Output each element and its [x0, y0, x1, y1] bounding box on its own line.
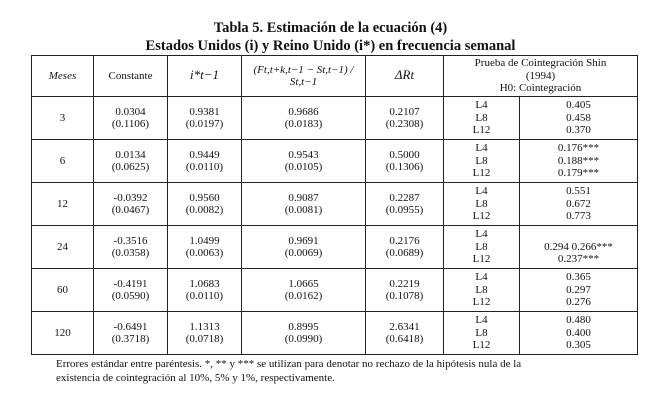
cell-shin-values: [520, 97, 638, 140]
cell-forward-spot: [242, 97, 366, 140]
table-row: [32, 312, 638, 355]
shin-value: 0.305: [566, 339, 591, 352]
shin-value: 0.179***: [557, 167, 600, 180]
cell-shin-values: [520, 183, 638, 226]
constante-se: (0.0625): [111, 161, 150, 173]
lag-label: L8: [475, 240, 488, 253]
shin-value: 0.405: [566, 99, 591, 112]
shin-value: 0.480: [566, 314, 591, 327]
cell-shin-values: [520, 140, 638, 183]
forward-spot-value: 0.8995: [288, 320, 319, 333]
forward-spot-value: 0.9686: [288, 105, 319, 118]
i-star-value: 1.0499: [189, 234, 220, 247]
cell-shin-values: [520, 226, 638, 269]
cell-meses: [32, 97, 94, 140]
i-star-se: (0.0718): [185, 333, 224, 345]
i-star-value: 1.0683: [189, 277, 220, 290]
delta-r-se: (0.0955): [385, 204, 424, 216]
constante-se: (0.1106): [111, 118, 150, 130]
cell-meses: [32, 312, 94, 355]
i-star-value: 0.9381: [189, 105, 220, 118]
cell-constante: [94, 97, 168, 140]
lag-label: L12: [472, 167, 491, 180]
header-i-star-formula: i*t−1: [190, 67, 219, 83]
i-star-se: (0.0082): [185, 204, 224, 216]
meses-value: 24: [57, 240, 68, 253]
header-shin-line1: Prueba de Cointegración Shin: [474, 57, 607, 70]
lag-label: L4: [475, 228, 488, 241]
delta-r-se: (0.6418): [385, 333, 424, 345]
cell-meses: [32, 140, 94, 183]
forward-spot-value: 0.9543: [288, 148, 319, 161]
lag-label: L4: [475, 185, 488, 198]
header-shin-line3: H0: Cointegración: [499, 82, 582, 95]
lag-label: L4: [475, 142, 488, 155]
cell-delta-r: [366, 97, 444, 140]
footnote-line-2: existencia de cointegración al 10%, 5% y 1%, respectivamente.: [56, 372, 335, 384]
header-forward-spot-formula: (Ft,t+k,t−1 − St,t−1) / St,t−1: [253, 63, 354, 88]
cell-constante: [94, 226, 168, 269]
shin-value: 0.773: [566, 210, 591, 223]
i-star-se: (0.0063): [185, 247, 224, 259]
cell-i-star: [168, 183, 242, 226]
forward-spot-se: (0.0162): [284, 290, 323, 302]
i-star-value: 0.9560: [189, 191, 220, 204]
forward-spot-se: (0.0183): [284, 118, 323, 130]
constante-value: -0.3516: [113, 234, 148, 247]
cell-meses: [32, 269, 94, 312]
results-table: [31, 55, 638, 355]
delta-r-se: (0.0689): [385, 247, 424, 259]
constante-value: -0.0392: [113, 191, 148, 204]
cell-i-star: [168, 312, 242, 355]
header-shin-line2: (1994): [525, 69, 556, 82]
i-star-value: 1.1313: [189, 320, 220, 333]
i-star-se: (0.0110): [185, 290, 224, 302]
lag-label: L12: [472, 210, 491, 223]
delta-r-value: 2.6341: [389, 320, 420, 333]
cell-forward-spot: [242, 269, 366, 312]
cell-delta-r: [366, 312, 444, 355]
forward-spot-se: (0.0081): [284, 204, 323, 216]
cell-i-star: [168, 97, 242, 140]
meses-value: 120: [54, 326, 71, 339]
delta-r-se: (0.1078): [385, 290, 424, 302]
cell-meses: [32, 183, 94, 226]
cell-delta-r: [366, 140, 444, 183]
constante-se: (0.3718): [111, 333, 150, 345]
shin-value: 0.276: [566, 296, 591, 309]
cell-i-star: [168, 226, 242, 269]
forward-spot-se: (0.0990): [284, 333, 323, 345]
cell-lags: [444, 183, 520, 226]
shin-value: [520, 228, 637, 241]
constante-value: -0.6491: [113, 320, 148, 333]
meses-value: 3: [59, 111, 66, 124]
shin-value: 0.551: [566, 185, 591, 198]
lag-label: L4: [475, 271, 488, 284]
lag-label: L4: [475, 314, 488, 327]
lag-label: L8: [475, 326, 488, 339]
cell-i-star: [168, 269, 242, 312]
lag-label: L8: [475, 283, 488, 296]
cell-lags: [444, 269, 520, 312]
header-delta-r: [366, 56, 444, 97]
cell-constante: [94, 312, 168, 355]
shin-value: 0.176***: [557, 142, 600, 155]
table-title: Tabla 5. Estimación de la ecuación (4): [213, 20, 448, 36]
delta-r-value: 0.5000: [389, 148, 420, 161]
header-forward-spot: [242, 56, 366, 97]
table-row: [32, 183, 638, 226]
cell-delta-r: [366, 183, 444, 226]
delta-r-se: (0.2308): [385, 118, 424, 130]
meses-value: 12: [57, 197, 68, 210]
footnote-line-1: Errores estándar entre paréntesis. *, ** y *** se utilizan para denotar no rechazo de la hipótesis nula de la: [56, 358, 522, 370]
forward-spot-se: (0.0069): [284, 247, 323, 259]
constante-se: (0.0358): [111, 247, 150, 259]
shin-value: 0.458: [566, 111, 591, 124]
constante-se: (0.0590): [111, 290, 150, 302]
lag-label: L12: [472, 339, 491, 352]
shin-value: 0.370: [566, 124, 591, 137]
table-row: [32, 140, 638, 183]
shin-value: 0.297: [566, 283, 591, 296]
shin-value: 0.188***: [557, 154, 600, 167]
cell-shin-values: [520, 312, 638, 355]
meses-value: 6: [59, 154, 66, 167]
shin-value: 0.672: [566, 197, 591, 210]
meses-value: 60: [57, 283, 68, 296]
header-constante: Constante: [94, 56, 168, 97]
cell-delta-r: [366, 269, 444, 312]
delta-r-value: 0.2219: [389, 277, 420, 290]
cell-forward-spot: [242, 312, 366, 355]
cell-meses: [32, 226, 94, 269]
lag-label: L8: [475, 154, 488, 167]
header-i-star: [168, 56, 242, 97]
shin-value: 0.365: [566, 271, 591, 284]
lag-label: L4: [475, 99, 488, 112]
cell-constante: [94, 269, 168, 312]
delta-r-value: 0.2107: [389, 105, 420, 118]
cell-forward-spot: [242, 140, 366, 183]
cell-lags: [444, 97, 520, 140]
constante-value: -0.4191: [113, 277, 148, 290]
forward-spot-value: 0.9691: [288, 234, 319, 247]
shin-value: 0.400: [566, 326, 591, 339]
lag-label: L8: [475, 111, 488, 124]
cell-shin-values: [520, 269, 638, 312]
cell-delta-r: [366, 226, 444, 269]
header-shin-test: [444, 56, 638, 97]
header-delta-r-formula: ΔRt: [394, 67, 415, 83]
cell-constante: [94, 140, 168, 183]
cell-constante: [94, 183, 168, 226]
lag-label: L12: [472, 253, 491, 266]
forward-spot-value: 0.9087: [288, 191, 319, 204]
constante-value: 0.0304: [115, 105, 146, 118]
delta-r-se: (0.1306): [385, 161, 424, 173]
table-row: [32, 97, 638, 140]
cell-i-star: [168, 140, 242, 183]
forward-spot-value: 1.0665: [288, 277, 319, 290]
cell-lags: [444, 140, 520, 183]
constante-value: 0.0134: [115, 148, 146, 161]
i-star-se: (0.0197): [185, 118, 224, 130]
shin-value: 0.294 0.266***: [544, 240, 613, 253]
delta-r-value: 0.2176: [389, 234, 420, 247]
footnote: [56, 357, 616, 385]
shin-value: 0.237***: [557, 253, 600, 266]
header-row: [32, 56, 638, 97]
header-meses: Meses: [32, 56, 94, 97]
lag-label: L8: [475, 197, 488, 210]
cell-forward-spot: [242, 226, 366, 269]
cell-forward-spot: [242, 183, 366, 226]
forward-spot-se: (0.0105): [284, 161, 323, 173]
cell-lags: [444, 226, 520, 269]
lag-label: L12: [472, 124, 491, 137]
table-row: [32, 269, 638, 312]
table-subtitle: Estados Unidos (i) y Reino Unido (i*) en frecuencia semanal: [145, 38, 516, 54]
table-row: [32, 226, 638, 269]
lag-label: L12: [472, 296, 491, 309]
i-star-value: 0.9449: [189, 148, 220, 161]
constante-se: (0.0467): [111, 204, 150, 216]
cell-lags: [444, 312, 520, 355]
i-star-se: (0.0110): [185, 161, 224, 173]
delta-r-value: 0.2287: [389, 191, 420, 204]
